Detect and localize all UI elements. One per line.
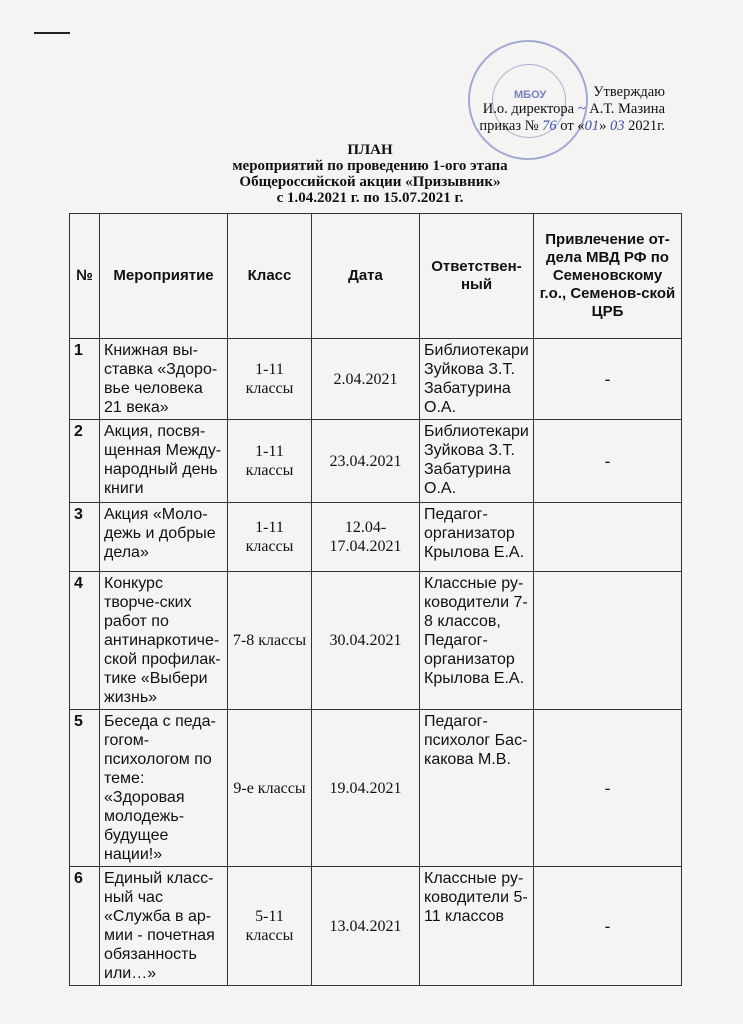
row-responsible: Библиотекари Зуйкова З.Т. Забатурина О.А. — [420, 339, 534, 420]
header-mvd: Привлечение от-дела МВД РФ по Семеновскому г.о., Семенов-ской ЦРБ — [534, 214, 682, 339]
order-from-label: от « — [560, 118, 585, 134]
order-number: 76 — [542, 118, 557, 134]
approval-director-name: А.Т. Мазина — [589, 101, 665, 117]
table-row — [70, 339, 682, 420]
row-num: 3 — [70, 503, 100, 572]
row-mvd: - — [534, 420, 682, 503]
row-event: Акция «Моло-дежь и добрые дела» — [100, 503, 228, 572]
approval-line2 — [479, 101, 665, 118]
row-event: Единый класс-ный час «Служба в ар-мии - почетная обязанность или…» — [100, 867, 228, 986]
row-class: 1-11 классы — [228, 420, 312, 503]
row-responsible: Классные ру-ководители 5-11 классов — [420, 867, 534, 986]
row-num: 1 — [70, 339, 100, 420]
row-class: 1-11 классы — [228, 339, 312, 420]
row-date: 23.04.2021 — [312, 420, 420, 503]
row-class: 9-е классы — [228, 710, 312, 867]
order-label: приказ № — [479, 118, 539, 134]
row-mvd — [534, 572, 682, 710]
row-event: Конкурс творче-ских работ по антинаркотиче-ской профилак-тике «Выбери жизнь» — [100, 572, 228, 710]
title-line1: ПЛАН — [347, 142, 393, 158]
table-row — [70, 710, 682, 867]
header-date: Дата — [312, 214, 420, 339]
row-responsible: Педагог-организатор Крылова Е.А. — [420, 503, 534, 572]
header-event: Мероприятие — [100, 214, 228, 339]
row-responsible: Педагог-психолог Бас-какова М.В. — [420, 710, 534, 867]
row-date: 19.04.2021 — [312, 710, 420, 867]
top-dash-mark — [34, 32, 70, 34]
row-date: 2.04.2021 — [312, 339, 420, 420]
row-class: 1-11 классы — [228, 503, 312, 572]
document-title — [190, 142, 550, 206]
order-day: 01 — [584, 118, 600, 134]
header-num: № — [70, 214, 100, 339]
row-class: 7-8 классы — [228, 572, 312, 710]
title-line4: с 1.04.2021 г. по 15.07.2021 г. — [276, 190, 464, 206]
row-num: 2 — [70, 420, 100, 503]
row-event: Беседа с педа-гогом-психологом по теме: «Здоровая молодежь-будущее нации!» — [100, 710, 228, 867]
row-mvd: - — [534, 710, 682, 867]
stamp-text: МБОУ — [514, 89, 547, 101]
row-mvd: - — [534, 339, 682, 420]
order-year: 2021г. — [628, 118, 665, 134]
row-responsible: Классные ру-ководители 7-8 классов, Педагог-организатор Крылова Е.А. — [420, 572, 534, 710]
row-mvd: - — [534, 867, 682, 986]
table-row — [70, 420, 682, 503]
title-line2: мероприятий по проведению 1-ого этапа — [232, 158, 508, 174]
row-class: 5-11 классы — [228, 867, 312, 986]
events-table — [69, 213, 682, 986]
row-date: 12.04-17.04.2021 — [312, 503, 420, 572]
header-responsible: Ответствен-ный — [420, 214, 534, 339]
row-date: 30.04.2021 — [312, 572, 420, 710]
row-mvd — [534, 503, 682, 572]
table-row — [70, 867, 682, 986]
row-date: 13.04.2021 — [312, 867, 420, 986]
approval-block — [479, 84, 665, 135]
row-event: Книжная вы-ставка «Здоро-вье человека 21 века» — [100, 339, 228, 420]
row-num: 4 — [70, 572, 100, 710]
approval-line3: приказ № 76 от «01» 03 2021г. — [479, 118, 665, 134]
row-num: 6 — [70, 867, 100, 986]
header-class: Класс — [228, 214, 312, 339]
order-month: 03 — [609, 118, 625, 134]
table-row — [70, 503, 682, 572]
table-header-row — [70, 214, 682, 339]
approval-line1: Утверждаю — [593, 84, 665, 100]
row-responsible: Библиотекари Зуйкова З.Т. Забатурина О.А. — [420, 420, 534, 503]
row-num: 5 — [70, 710, 100, 867]
table-row — [70, 572, 682, 710]
approval-position: И.о. директора — [482, 101, 575, 117]
row-event: Акция, посвя-щенная Между-народный день книги — [100, 420, 228, 503]
signature: ~ — [577, 101, 586, 117]
title-line3: Общероссийской акции «Призывник» — [239, 174, 501, 190]
